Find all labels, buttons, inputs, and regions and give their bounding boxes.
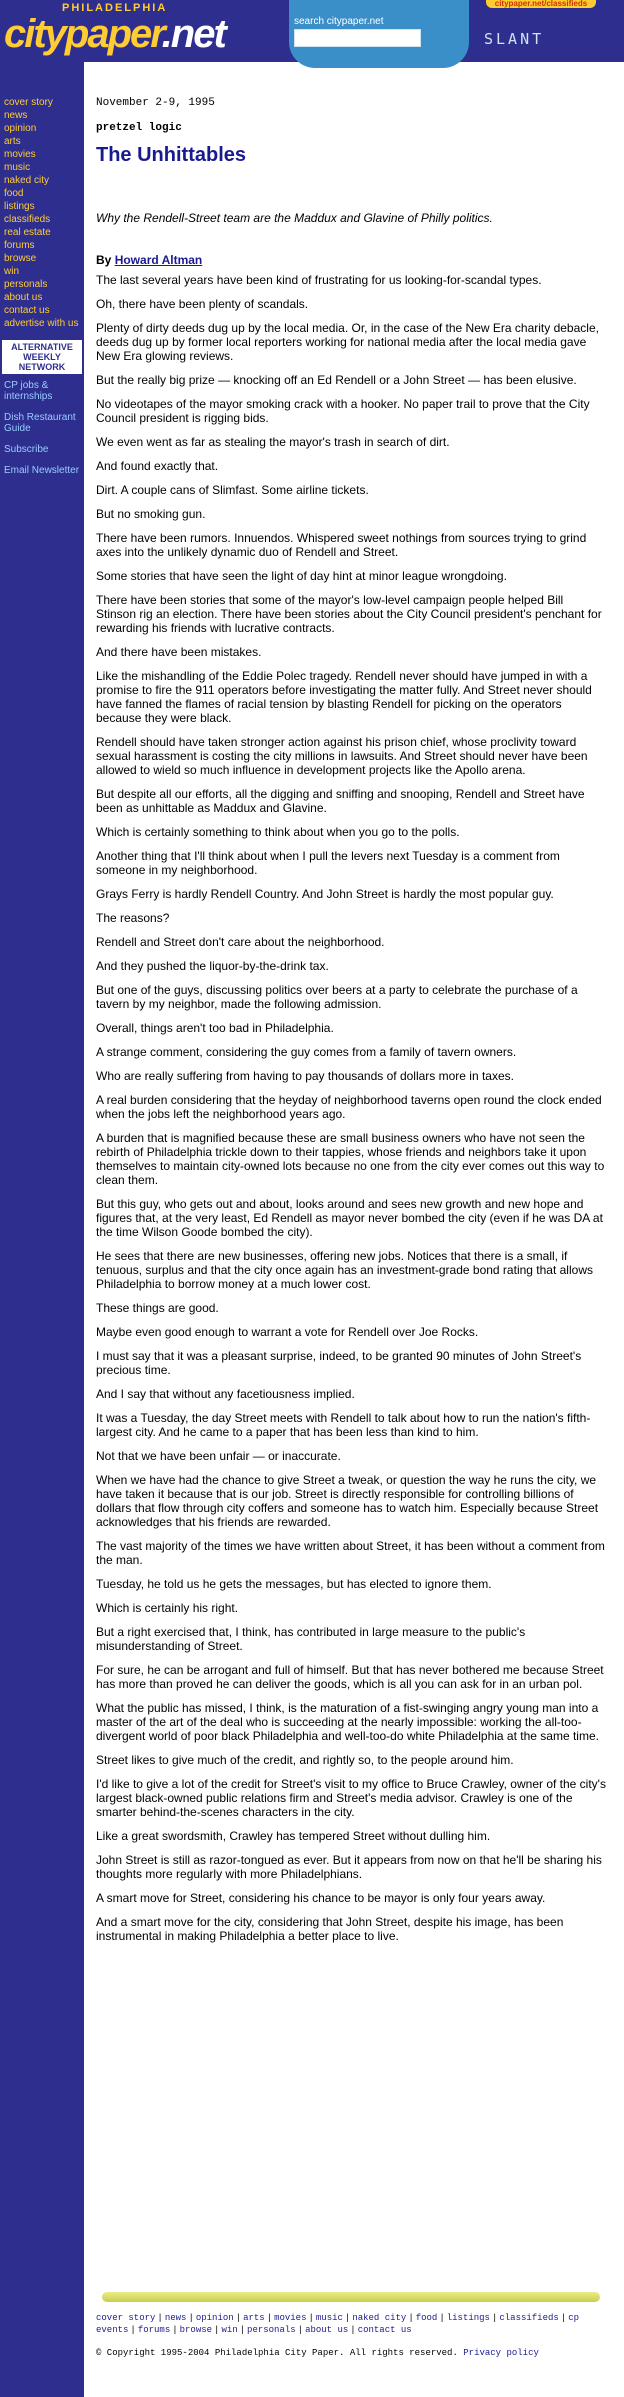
search-input[interactable] [294,29,421,47]
article-paragraph: But no smoking gun. [96,507,206,521]
footer-link[interactable]: arts [243,2313,265,2323]
article-paragraph: But this guy, who gets out and about, looks around and sees new growth and new hope and figures that, at the very least, Ed Rendell as mayor never bombed the city (even if he was DA at the time Wilson Goode bombed the city). [96,1197,603,1239]
copyright-line [96,2348,611,2358]
logo-philadelphia: PHILADELPHIA [62,2,168,14]
footer-link[interactable]: browse [179,2325,213,2335]
footer [96,2292,611,2358]
footer-link[interactable]: naked city [352,2313,407,2323]
nav-subscribe[interactable]: Subscribe [4,444,49,455]
article-paragraph: The last several years have been kind of frustrating for us looking-for-scandal types. [96,273,542,287]
nav-news[interactable]: news [4,110,28,121]
article-paragraph: Maybe even good enough to warrant a vote for Rendell over Joe Rocks. [96,1325,479,1339]
article-paragraph: When we have had the chance to give Street a tweak, or question the way he runs the city, we have taken it because that is our job. Street is directly responsible for controlling billions of dollars that flow through city coffers and someone has to watch him. Especially because Street acknowledges that his friends are rewarded. [96,1473,599,1529]
article-paragraph: Like a great swordsmith, Crawley has tempered Street without dulling him. [96,1829,491,1843]
footer-link[interactable]: forums [137,2325,171,2335]
footer-separator: | [344,2313,351,2323]
article-paragraph: A burden that is magnified because these are small business owners who have not seen the rebirth of Philadelphia trickle down to their tappies, whose friends and neighbors take it upon themselves to maintain city-owned lots because no one from the city ever comes out this way to clean them. [96,1131,605,1187]
article-paragraph: He sees that there are new businesses, offering new jobs. Notices that there is a small, if tenuous, surplus and that the city once again has an investment-grade bond rating that allows Philadelphia to borrow money at a much lower cost. [96,1249,593,1291]
article-paragraph: But despite all our efforts, all the digging and sniffing and snooping, Rendell and Street have been as unhittable as Maddux and Glavine. [96,787,585,815]
footer-link[interactable]: news [164,2313,187,2323]
article-paragraph: Rendell and Street don't care about the neighborhood. [96,935,385,949]
footer-separator: | [408,2313,414,2323]
article-paragraph: It was a Tuesday, the day Street meets with Rendell to talk about how to run the nation's fifth-largest city. And he came to a paper that has been less than kind to him. [96,1411,591,1439]
footer-separator: | [350,2325,356,2335]
article-paragraph: Who are really suffering from having to pay thousands of dollars more in taxes. [96,1069,514,1083]
article-paragraph: And there have been mistakes. [96,645,262,659]
search-panel [289,0,469,68]
footer-separator: | [297,2325,304,2335]
byline-prefix: By [96,253,112,267]
article-paragraph: I must say that it was a pleasant surprise, indeed, to be granted 90 minutes of John Street's precious time. [96,1349,582,1377]
article-paragraph: No videotapes of the mayor smoking crack with a hooker. No paper trail to prove that the City Council president is rigging bids. [96,397,590,425]
footer-links [96,2312,611,2336]
article-paragraph: But a right exercised that, I think, has contributed in large measure to the public's misunderstanding of Street. [96,1625,526,1653]
nav-win[interactable]: win [4,266,20,277]
privacy-policy-link[interactable]: Privacy policy [463,2348,539,2358]
byline [96,253,606,267]
classifieds-promo[interactable]: citypaper.net/classifieds [486,0,596,8]
article-deck: Why the Rendell-Street team are the Maddux and Glavine of Philly politics. [96,211,493,225]
article-paragraph: Plenty of dirty deeds dug up by the local media. Or, in the case of the New Era charity debacle, deeds dug up by former local reporters working for national media after the local media gave New Era glowing reviews. [96,321,599,363]
article-paragraph: Oh, there have been plenty of scandals. [96,297,309,311]
issue-date: November 2-9, 1995 [96,97,215,109]
nav-listings[interactable]: listings [4,201,35,212]
search-label: search citypaper.net [294,16,384,27]
logo-citypaper: citypaper [4,12,162,56]
article-paragraph: The vast majority of the times we have written about Street, it has been without a comment from the man. [96,1539,605,1567]
slant-section-title: SLANT [484,30,545,48]
footer-divider-bar [102,2292,600,2302]
article-paragraph: A strange comment, considering the guy comes from a family of tavern owners. [96,1045,517,1059]
nav-music[interactable]: music [4,162,31,173]
footer-link[interactable]: contact us [357,2325,412,2335]
article-paragraph: There have been rumors. Innuendos. Whispered sweet nothings from sources trying to grind axes into the unlikely dynamic duo of Rendell and Street. [96,531,587,559]
nav-contact-us[interactable]: contact us [4,305,50,316]
nav-food[interactable]: food [4,188,24,199]
sidebar-extra-links [4,380,82,476]
article-paragraph: What the public has missed, I think, is the maturation of a fist-swinging angry young man into a master of the art of the deal who is succeeding at the nearly impossible: working the all-too-divergent world of poor black Philadelphia and well-too-do white Philadelphia at the same time. [96,1701,599,1743]
article-paragraph: There have been stories that some of the mayor's low-level campaign people helped Bill Stinson rig an election. There have been stories about the City Council president's penchant for rewarding his friends with lucrative contracts. [96,593,602,635]
article [96,96,606,1953]
footer-separator: | [235,2313,242,2323]
author-link[interactable]: Howard Altman [114,253,203,267]
article-paragraph: Overall, things aren't too bad in Philadelphia. [96,1021,334,1035]
footer-separator: | [214,2325,220,2335]
nav-dish-guide[interactable]: Dish Restaurant Guide [4,412,76,434]
logo-net: .net [161,12,225,56]
article-paragraph: And I say that without any facetiousness implied. [96,1387,355,1401]
article-paragraph: Street likes to give much of the credit, and rightly so, to the people around him. [96,1753,514,1767]
article-paragraph: Not that we have been unfair — or inaccurate. [96,1449,341,1463]
nav-about-us[interactable]: about us [4,292,43,303]
nav-cp-jobs[interactable]: CP jobs & internships [4,380,53,402]
footer-link[interactable]: opinion [195,2313,234,2323]
article-paragraph: Which is certainly his right. [96,1601,239,1615]
nav-browse[interactable]: browse [4,253,37,264]
footer-separator: | [157,2313,163,2323]
footer-link[interactable]: about us [305,2325,349,2335]
nav-forums[interactable]: forums [4,240,35,251]
nav-naked-city[interactable]: naked city [4,175,50,186]
footer-link[interactable]: classifieds [499,2313,559,2323]
nav-classifieds[interactable]: classifieds [4,214,51,225]
footer-separator: | [239,2325,246,2335]
footer-link[interactable]: movies [274,2313,307,2323]
article-body [96,273,606,1943]
article-paragraph: But one of the guys, discussing politics over beers at a party to celebrate the purchase of a tavern by my neighbor, made the following admission. [96,983,578,1011]
footer-separator: | [172,2325,178,2335]
footer-separator: | [308,2313,314,2323]
article-paragraph: Another thing that I'll think about when I pull the levers next Tuesday is a comment from someone in my neighborhood. [96,849,560,877]
article-paragraph: Rendell should have taken stronger action against his prison chief, whose proclivity toward sexual harassment is costing the city millions in lawsuits. And Street should never have been allowed to wield so much influence in development projects like the Apollo arena. [96,735,588,777]
footer-separator: | [266,2313,273,2323]
footer-link[interactable]: cp events [96,2313,580,2335]
article-paragraph: For sure, he can be arrogant and full of himself. But that has never bothered me because Street has more than proved he can deliver the goods, which is all you can ask for in an urban pol. [96,1663,604,1691]
nav-cover-story[interactable]: cover story [4,97,53,108]
article-paragraph: These things are good. [96,1301,219,1315]
site-logo[interactable] [0,0,290,62]
footer-separator: | [439,2313,445,2323]
article-paragraph: Dirt. A couple cans of Slimfast. Some airline tickets. [96,483,369,497]
article-paragraph: The reasons? [96,911,170,925]
article-paragraph: John Street is still as razor-tongued as ever. But it appears from now on that he'll be sharing his thoughts more regularly with more Philadelphians. [96,1853,602,1881]
footer-link[interactable]: cover story [96,2313,156,2323]
nav-movies[interactable]: movies [4,149,36,160]
article-paragraph: We even went as far as stealing the mayor's trash in search of dirt. [96,435,450,449]
footer-link[interactable]: music [315,2313,343,2323]
sidebar-bottom-curve [0,2357,84,2397]
sidebar-nav [4,96,82,486]
article-paragraph: Some stories that have seen the light of day hint at minor league wrongdoing. [96,569,507,583]
article-paragraph: I'd like to give a lot of the credit for Street's visit to my office to Bruce Crawley, owner of the city's largest black-owned public relations firm and Street's media advisor. Crawley is one of the smarter behind-the-scenes characters in the city. [96,1777,606,1819]
alternative-weekly-network-badge[interactable]: ALTERNATIVE WEEKLY NETWORK [2,338,82,374]
footer-separator: | [188,2313,194,2323]
article-paragraph: But the really big prize — knocking off an Ed Rendell or a John Street — has been elusive. [96,373,577,387]
footer-link[interactable]: food [415,2313,438,2323]
footer-link[interactable]: win [221,2325,238,2335]
nav-advertise[interactable]: advertise with us [4,318,79,329]
nav-real-estate[interactable]: real estate [4,227,51,238]
footer-separator: | [130,2325,136,2335]
article-paragraph: And they pushed the liquor-by-the-drink tax. [96,959,329,973]
article-paragraph: Like the mishandling of the Eddie Polec tragedy. Rendell never should have jumped in with a promise to fire the 911 operators before investigating the matter fully. And Street never should have fanned the flames of racial tension by blasting Rendell for picking on the operators because they were black. [96,669,592,725]
article-headline: The Unhittables [96,144,247,166]
article-paragraph: Grays Ferry is hardly Rendell Country. And John Street is hardly the most popular guy. [96,887,554,901]
nav-email-newsletter[interactable]: Email Newsletter [4,465,80,476]
article-paragraph: Which is certainly something to think about when you go to the polls. [96,825,460,839]
footer-link[interactable]: listings [446,2313,490,2323]
article-paragraph: And a smart move for the city, considering that John Street, despite his image, has been instrumental in making Philadelphia a better place to live. [96,1915,564,1943]
footer-separator: | [491,2313,498,2323]
article-paragraph: And found exactly that. [96,459,219,473]
nav-opinion[interactable]: opinion [4,123,37,134]
nav-personals[interactable]: personals [4,279,48,290]
nav-arts[interactable]: arts [4,136,21,147]
article-paragraph: Tuesday, he told us he gets the messages, but has elected to ignore them. [96,1577,492,1591]
logo-wordmark [4,14,290,54]
column-name: pretzel logic [96,122,182,134]
footer-link[interactable]: personals [247,2325,296,2335]
footer-separator: | [560,2313,567,2323]
article-paragraph: A real burden considering that the heyday of neighborhood taverns open round the clock ended when the jobs left the neighborhood years ago. [96,1093,602,1121]
copyright-text: © Copyright 1995-2004 Philadelphia City Paper. All rights reserved. [96,2348,458,2358]
article-paragraph: A smart move for Street, considering his chance to be mayor is only four years away. [96,1891,546,1905]
